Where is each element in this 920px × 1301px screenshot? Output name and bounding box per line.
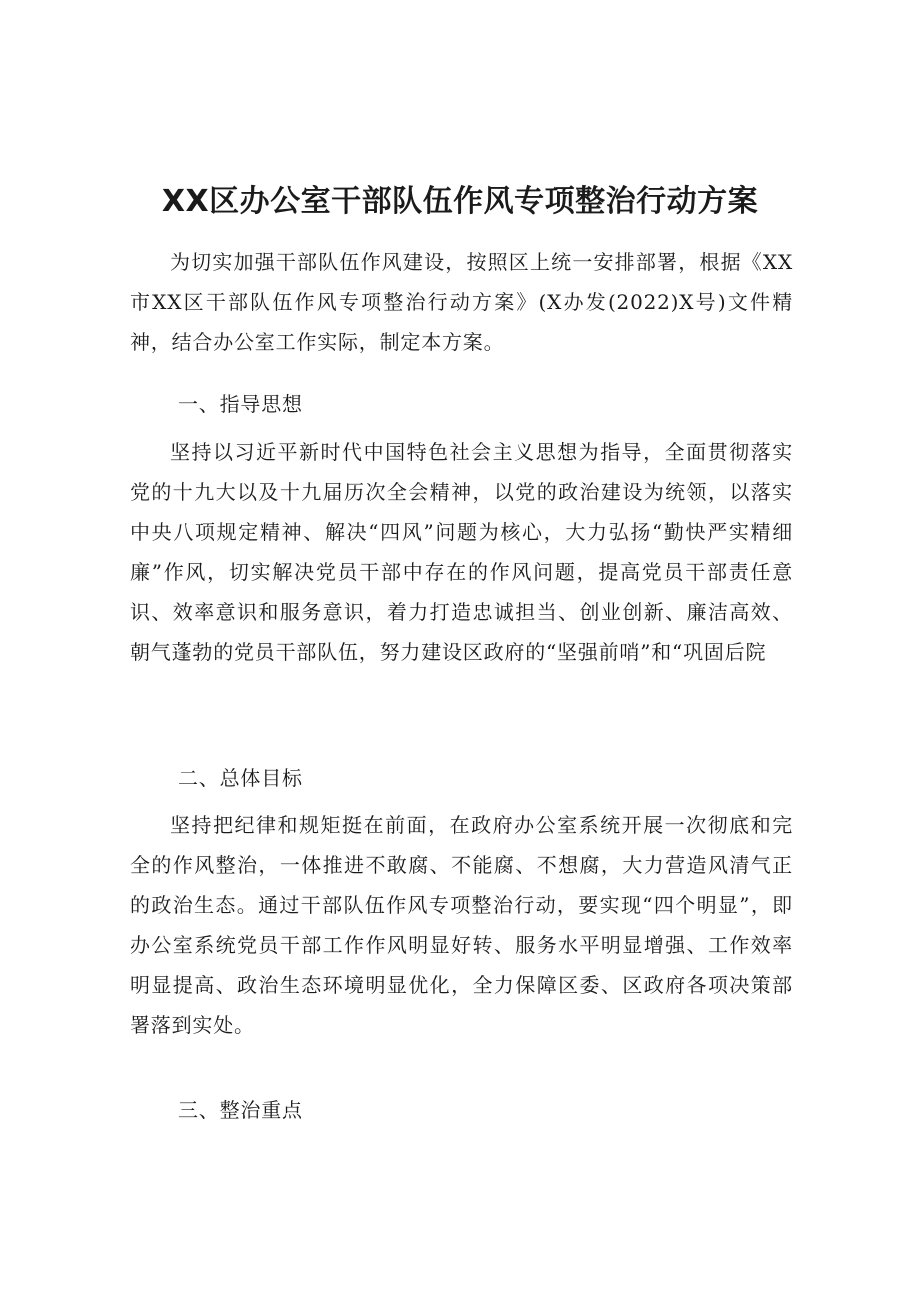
section-heading-guiding-ideology: 一、指导思想 (178, 392, 303, 416)
intro-paragraph: 为切实加强干部队伍作风建设，按照区上统一安排部署，根据《XX市XX区干部队伍作风专项整治行动方案》(X办发(2022)X号)文件精神，结合办公室工作实际，制定本方案。 (130, 250, 793, 354)
section-body-overall-goal: 坚持把纪律和规矩挺在前面，在政府办公室系统开展一次彻底和完全的作风整治，一体推进不敢腐、不能腐、不想腐，大力营造风清气正的政治生态。通过干部队伍作风专项整治行动，要实现“四个明显”，即办公室系统党员干部工作作风明显好转、服务水平明显增强、工作效率明显提高、政治生态环境明显优化，全力保障区委、区政府各项决策部署落到实处。 (130, 813, 793, 1037)
section-body-guiding-ideology: 坚持以习近平新时代中国特色社会主义思想为指导，全面贯彻落实党的十九大以及十九届历次全会精神，以党的政治建设为统领，以落实中央八项规定精神、解决“四风”问题为核心，大力弘扬“勤快严实精细廉”作风，切实解决党员干部中存在的作风问题，提高党员干部责任意识、效率意识和服务意识，着力打造忠诚担当、创业创新、廉洁高效、朝气蓬勃的党员干部队伍，努力建设区政府的“坚强前哨”和“巩固后院 (130, 440, 793, 664)
document-title: XX区办公室干部队伍作风专项整治行动方案 (161, 184, 759, 219)
section-heading-overall-goal: 二、总体目标 (178, 766, 303, 790)
section-heading-rectification-focus: 三、整治重点 (178, 1098, 303, 1122)
